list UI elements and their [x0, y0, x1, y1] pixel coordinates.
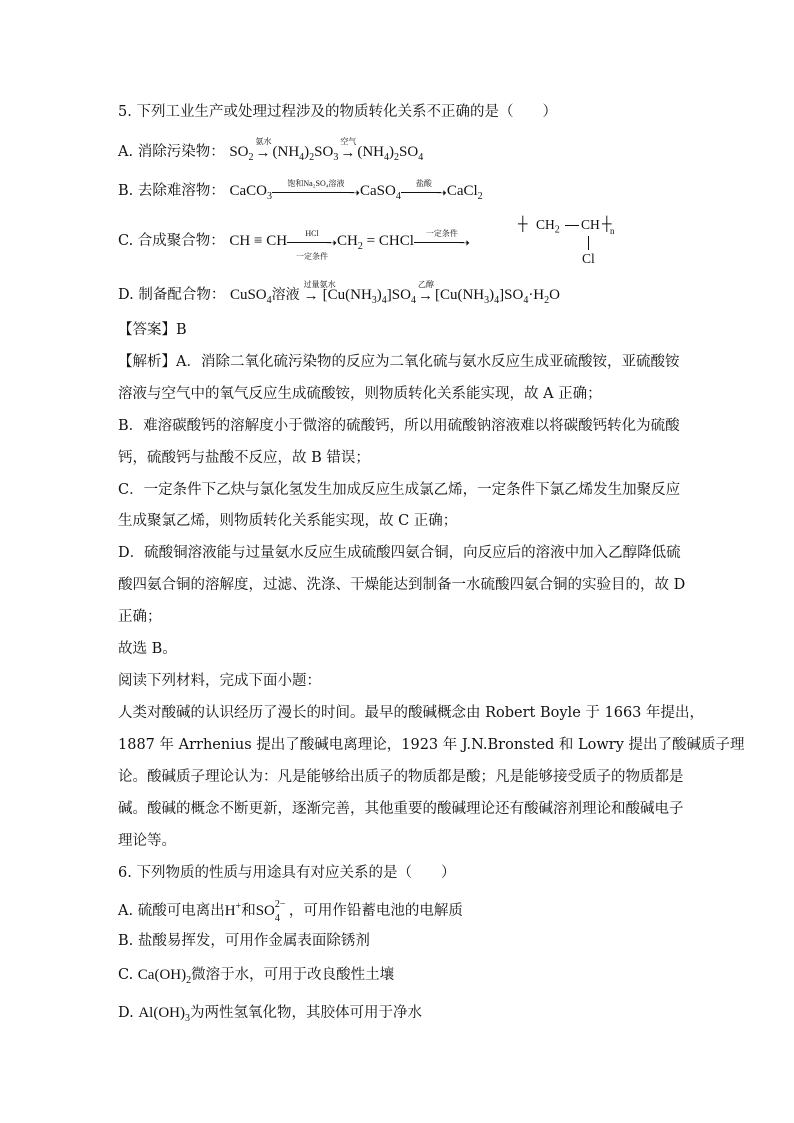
reaction-arrow: HCl 一定条件 ➝	[287, 235, 337, 249]
analysis-line: 【解析】A．消除二氧化硫污染物的反应为二氧化硫与氨水反应生成亚硫酸铵，亚硫酸铵	[118, 354, 680, 370]
q5-d-formula: CuSO$_4$溶液 过量氨水 → $[Cu(NH_3)_4]SO_4$ 乙醇 → $[Cu(NH_3)_4]SO_4\cdot H_2O$	[229, 279, 560, 306]
passage-line: 1887 年 Arrhenius 提出了酸碱电离理论，1923 年 J.N.Bronsted 和 Lowry 提出了酸碱质子理	[118, 737, 745, 753]
passage-line: 人类对酸碱的认识经历了漫长的时间。最早的酸碱概念由 Robert Boyle 于 1663 年提出，	[118, 705, 705, 721]
q6-option-c: C. $Ca(OH)_2$微溶于水，可用于改良酸性土壤	[118, 967, 395, 986]
analysis-line: C．一定条件下乙炔与氯化氢发生加成反应生成氯乙烯，一定条件下氯乙烯发生加聚反应	[118, 482, 681, 498]
reaction-arrow: 乙醇 →	[417, 279, 434, 304]
q5-b-label: B. 去除难溶物：	[118, 183, 225, 199]
reaction-arrow: 一定条件 ➝	[414, 235, 470, 249]
q5-c-label: C. 合成聚合物：	[118, 233, 225, 249]
analysis-line: D．硫酸铜溶液能与过量氨水反应生成硫酸四氨合铜，向反应后的溶液中加入乙醇降低硫	[118, 545, 681, 561]
analysis-line: 故选 B。	[118, 641, 177, 657]
q5-a-label: A. 消除污染物：	[118, 144, 225, 160]
analysis-line: 钙，硫酸钙与盐酸不反应，故 B 错误；	[118, 450, 370, 466]
reading-intro: 阅读下列材料，完成下面小题：	[118, 673, 321, 689]
analysis-line: 生成聚氯乙烯，则物质转化关系能实现，故 C 正确；	[118, 513, 458, 529]
q6-option-a: A. 硫酸可电离出H+和SO 2− 4 ，可用作铅蓄电池的电解质	[118, 899, 463, 924]
analysis-line: 酸四氨合铜的溶解度，过滤、洗涤、干燥能达到制备一水硫酸四氨合铜的实验目的，故 D	[118, 577, 686, 593]
reaction-arrow: 饱和Na₂SO₄溶液 ➝	[272, 185, 360, 199]
reaction-arrow: 氨水 →	[255, 136, 272, 161]
passage-line: 理论等。	[118, 833, 176, 849]
analysis-line: 溶液与空气中的氧气反应生成硫酸铵，则物质转化关系能实现，故 A 正确；	[118, 386, 602, 402]
passage-line: 碱。酸碱的概念不断更新，逐渐完善，其他重要的酸碱理论还有酸碱溶剂理论和酸碱电子	[118, 801, 684, 817]
q6-stem: 6. 下列物质的性质与用途具有对应关系的是（ ）	[118, 865, 456, 881]
q5-d-label: D. 制备配合物：	[118, 287, 226, 303]
q5-option-c	[118, 228, 470, 261]
q5-a-formula: $SO_2$ 氨水 → $(NH_4)_2SO_3$ 空气 → $(NH_4)_2SO_4$	[229, 136, 424, 163]
q6-option-b: B. 盐酸易挥发，可用作金属表面除锈剂	[118, 933, 370, 949]
q5-b-formula: CaCO$_3$ 饱和Na₂SO₄溶液 ➝ CaSO$_4$ 盐酸 ➝ CaCl$_2$	[229, 178, 483, 202]
q5-option-d	[118, 279, 560, 311]
analysis-line: 正确；	[118, 609, 162, 625]
q6-option-d: D. $Al(OH)_3$为两性氢氧化物，其胶体可用于净水	[118, 1005, 422, 1024]
q5-option-a	[118, 136, 424, 168]
q5-stem: 5. 下列工业生产或处理过程涉及的物质转化关系不正确的是（ ）	[118, 104, 557, 120]
q5-c-formula: CH ≡ CH HCl 一定条件 ➝ $CH_2$ = CHCl 一定条件 ➝	[229, 228, 470, 261]
reaction-arrow: 过量氨水 →	[303, 279, 336, 304]
analysis-line: B．难溶碳酸钙的溶解度小于微溶的硫酸钙，所以用硫酸钠溶液难以将碳酸钙转化为硫酸	[118, 418, 680, 434]
reaction-arrow: 空气 →	[340, 136, 357, 161]
passage-line: 论。酸碱质子理论认为：凡是能够给出质子的物质都是酸；凡是能够接受质子的物质都是	[118, 769, 684, 785]
q5-option-b	[118, 178, 483, 207]
reaction-arrow: 盐酸 ➝	[401, 185, 447, 199]
pvc-structure: ┼ $CH_2$ CH ┼ n Cl	[518, 216, 615, 266]
q5-answer: 【答案】B	[118, 322, 187, 338]
